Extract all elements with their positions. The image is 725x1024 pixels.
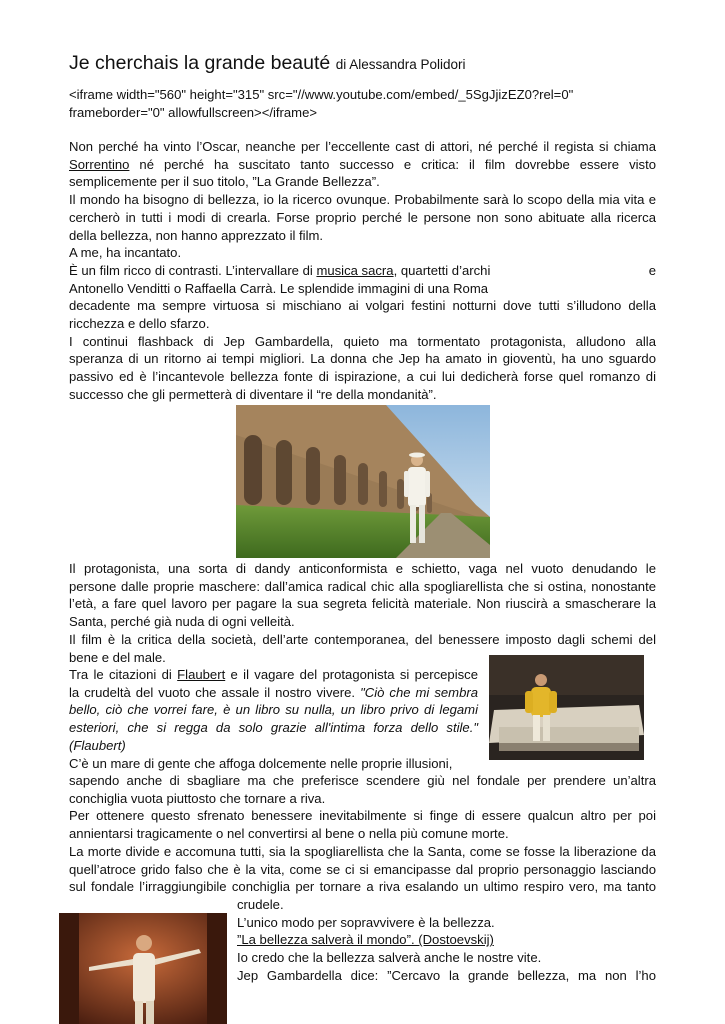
paragraph-beauty [69,191,656,244]
embed-code-text: <iframe width="560" height="315" src="//www.youtube.com/embed/_5SgJjizEZ0?rel=0" frameborder="0" allowfullscreen></iframe> [69,87,574,120]
quote-line: esteriori, che si regga da solo grazie all'intima forza dello stile." [69,720,478,736]
aqueduct-photo [236,405,490,558]
musica-sacra-link[interactable]: musica sacra [316,262,394,278]
text-line: C’è un mare di gente che affoga dolcemente nelle proprie illusioni, [69,755,453,771]
text-line: A me, ha incantato. [69,245,182,261]
text-line: annientarsi tragicamente o nel convertirsi al bene o nella più comune morte. [69,826,509,842]
text-line: della bellezza, non hanno apprezzato il film. [69,227,324,243]
text-line: semplicemente per il suo titolo, ”La Grande Bellezza”. [69,174,380,190]
text-line: successo che gli permetterà di diventare il “re della mondanità”. [69,386,437,402]
article-body-middle [69,560,656,666]
text-line: La morte divide e accomuna tutti, sia la spogliarellista che la Santa, come se fosse la liberazione da [69,843,656,859]
quote-attribution: (Flaubert) [69,737,126,753]
text-line: bene e del male. [69,649,166,665]
paragraph-death [69,843,656,896]
paragraph-sea [69,772,656,807]
dancing-man-photo [59,913,227,1024]
paragraph-contrasts [69,262,656,333]
text-line: cercherò in tutti i modi di crearla. Forse proprio perché le persone non sono abituate alla ricerca [69,209,656,225]
dostoevskij-quote-link[interactable]: ”La bellezza salverà il mondo”. (Dostoevskij) [237,932,494,948]
text-line: sul fondale l’irraggiungibile conchiglia per tornare a riva esalando un ultimo respiro vero, ma tanto [69,879,656,895]
text-line: persone dalle proprie maschere: dall’amica radical chic alla spogliarellista che si ostina, nonostante [69,578,656,594]
text-line: Il mondo ha bisogno di bellezza, io la ricerco ovunque. Probabilmente sarà lo scopo della mia vita e [69,192,656,208]
flaubert-paragraph [69,666,478,772]
text-line: Antonello Venditti o Raffaella Carrà. Le splendide immagini di una Roma [69,280,489,296]
text-line: crudele. [237,897,284,912]
text-line: I continui flashback di Jep Gambardella, quieto ma tormentato protagonista, alludono alla [69,333,656,349]
text-line: L’unico modo per sopravvivere è la bellezza. [237,914,495,930]
closing-paragraphs [237,896,656,985]
text-line: Sorrentino né perché ha suscitato tanto successo e critica: il film dovrebbe essere visto [69,156,656,172]
text-line: passivo ed è l’incantevole bellezza fonte di ispirazione, a cui lui dedicherà forse quel romanzo di [69,369,656,385]
text-line: Per ottenere questo sfrenato benessere inevitabilmente si finge di essere qualcun altro per poi [69,808,656,824]
yellow-jacket-photo [489,655,644,760]
article-title [69,52,466,75]
text-line: decadente ma sempre virtuosa si mischiano ai volgari festini notturni dove tutti s’illudono della [69,298,656,314]
text-line: Il film è la critica della società, dell’arte contemporanea, del benessere imposto dagli schemi del [69,631,656,647]
text-line: quell’atroce grido falso che è la vita, come se ci si emancipasse dal proprio personaggio lasciando [69,861,656,877]
author-byline: di Alessandra Polidori [335,57,466,72]
title-text: Je cherchais la grande beauté [69,52,331,74]
text-line: Io credo che la bellezza salverà anche le nostre vite. [237,950,542,966]
text-line: ricchezza e dello sfarzo. [69,316,210,332]
text-line: conchiglia vuota piuttosto che tornare a riva. [69,790,326,806]
text-line: l’età, a fare quel lavoro per pagare la sua segreta felicità materiale. Non riuscirà a smascherare la [69,596,656,612]
text-line: Jep Gambardella dice: ”Cercavo la grande bellezza, ma non l’ho [237,967,656,983]
text-line: Il protagonista, una sorta di dandy anticonformista e schietto, vaga nel vuoto denudando le [69,561,656,576]
text-line: sapendo anche di sbagliare ma che preferisce scendere giù nel fondale per prendere un’altra [69,773,656,788]
text-line: la crudeltà del vuoto che assale il nostro vivere. "Ciò che mi sembra [69,684,478,700]
text-line: Non perché ha vinto l’Oscar, neanche per l’eccellente cast di attori, né perché il regista si chiama [69,139,656,154]
text-line: speranza di un ritorno ai tempi migliori. La donna che Jep ha amato in gioventù, ha uno sguardo [69,351,656,367]
quote-line: bello, ciò che vorrei fare, è un libro su nulla, un libro privo di legami [69,702,478,718]
article-body-lower [69,772,656,896]
paragraph-wellbeing [69,807,656,842]
paragraph-intro [69,138,656,191]
text-line: Tra le citazioni di Flaubert e il vagare del protagonista si percepisce [69,667,478,682]
text-line [237,931,656,949]
text-line: Santa, perché già nuda di ogni velleità. [69,614,295,630]
paragraph-protagonist [69,560,656,631]
sorrentino-link[interactable]: Sorrentino [69,156,130,172]
flaubert-link[interactable]: Flaubert [177,667,226,682]
paragraph-enchanted [69,244,656,262]
text-line: È un film ricco di contrasti. L’intervallare di musica sacra, quartetti d’archi e [69,262,656,278]
paragraph-flashback [69,333,656,404]
embed-code-paragraph [69,86,656,121]
article-body-top [69,138,656,404]
